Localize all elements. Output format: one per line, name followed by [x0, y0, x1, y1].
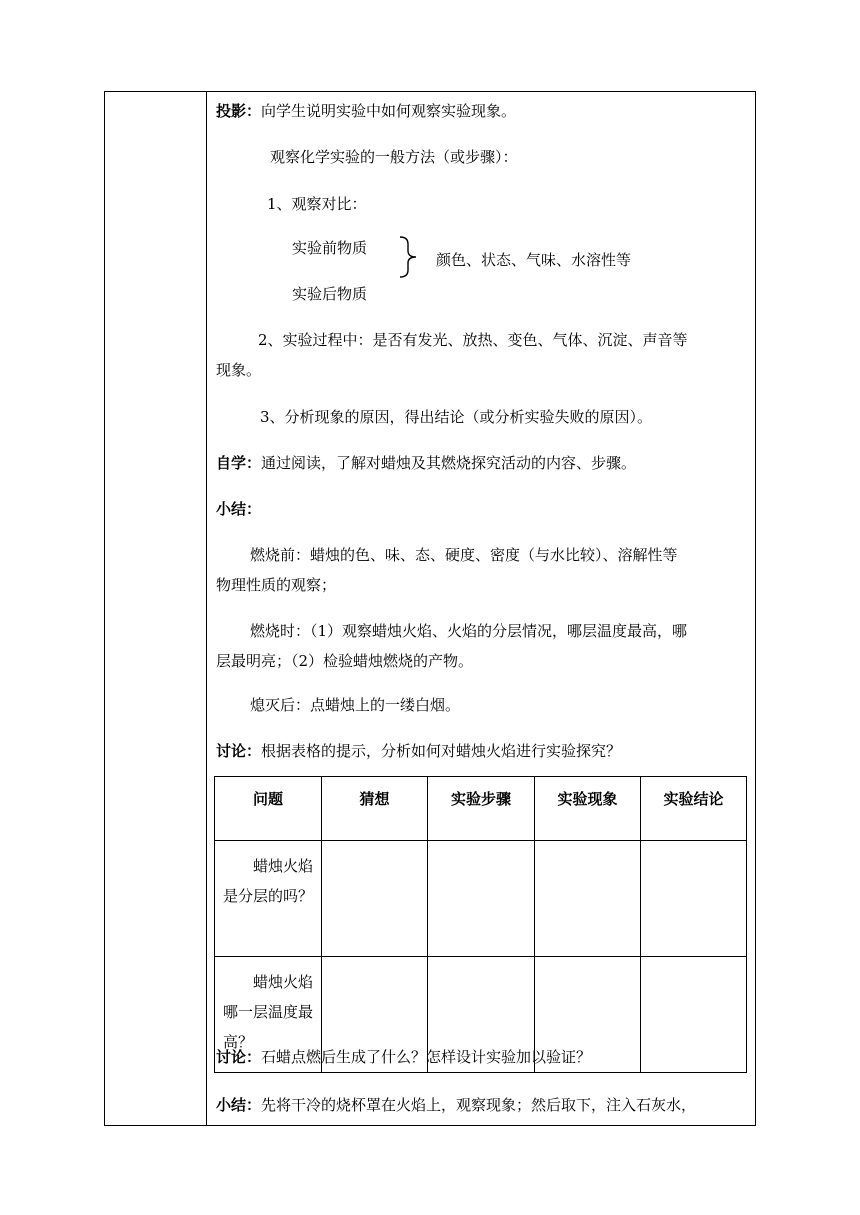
discussion-1-label: 讨论：	[216, 742, 262, 760]
during-burn-line-2: 层最明亮；（2）检验蜡烛燃烧的产物。	[216, 652, 474, 670]
method-title: 观察化学实验的一般方法（或步骤）：	[270, 148, 518, 166]
table-header-row	[215, 777, 747, 841]
self-study-label: 自学：	[216, 454, 262, 472]
table-row	[215, 841, 747, 957]
row-2-question: 蜡烛火焰哪一层温度最高？	[215, 957, 322, 1073]
summary-2-text: 先将干冷的烧杯罩在火焰上，观察现象；然后取下，注入石灰水，	[261, 1096, 697, 1114]
summary-2-label: 小结：	[216, 1096, 262, 1114]
row-1-steps	[428, 841, 535, 957]
header-hypothesis: 猜想	[322, 777, 428, 841]
summary-2-line	[216, 1095, 696, 1115]
during-burn-line-1: 燃烧时：（1）观察蜡烛火焰、火焰的分层情况，哪层温度最高，哪	[250, 622, 688, 640]
row-1-conclusion	[641, 841, 747, 957]
left-column-cell	[104, 91, 206, 1126]
self-study-line	[216, 453, 636, 473]
step-3: 3、分析现象的原因，得出结论（或分析实验失败的原因）。	[260, 408, 653, 426]
curly-brace-icon	[396, 236, 420, 278]
inquiry-table	[214, 776, 747, 1073]
projection-line	[216, 101, 516, 121]
discussion-1-text: 根据表格的提示，分析如何对蜡烛火焰进行实验探究？	[261, 742, 622, 760]
discussion-2-line	[216, 1047, 591, 1067]
discussion-2-text: 石蜡点燃后生成了什么？怎样设计实验加以验证？	[261, 1048, 592, 1066]
projection-label: 投影：	[216, 102, 262, 120]
step-1: 1、观察对比：	[267, 195, 367, 213]
after-burn: 熄灭后：点蜡烛上的一缕白烟。	[250, 696, 461, 714]
row-1-phenomena	[535, 841, 641, 957]
header-phenomena: 实验现象	[535, 777, 641, 841]
before-burn-line-2: 物理性质的观察；	[216, 576, 337, 594]
row-1-question: 蜡烛火焰是分层的吗？	[215, 841, 322, 957]
after-substance: 实验后物质	[292, 285, 368, 303]
header-question: 问题	[215, 777, 322, 841]
header-conclusion: 实验结论	[641, 777, 747, 841]
summary-label: 小结：	[216, 500, 262, 518]
header-steps: 实验步骤	[428, 777, 535, 841]
properties-text: 颜色、状态、气味、水溶性等	[436, 251, 632, 269]
projection-text: 向学生说明实验中如何观察实验现象。	[261, 102, 517, 120]
before-burn-line-1: 燃烧前：蜡烛的色、味、态、硬度、密度（与水比较）、溶解性等	[250, 546, 678, 564]
step-2-line-2: 现象。	[216, 361, 262, 379]
row-2-conclusion	[641, 957, 747, 1073]
before-substance: 实验前物质	[292, 239, 368, 257]
self-study-text: 通过阅读，了解对蜡烛及其燃烧探究活动的内容、步骤。	[261, 454, 637, 472]
discussion-1-line	[216, 741, 621, 761]
row-1-hypothesis	[322, 841, 428, 957]
discussion-2-label: 讨论：	[216, 1048, 262, 1066]
step-2-line-1: 2、实验过程中：是否有发光、放热、变色、气体、沉淀、声音等	[258, 331, 688, 349]
